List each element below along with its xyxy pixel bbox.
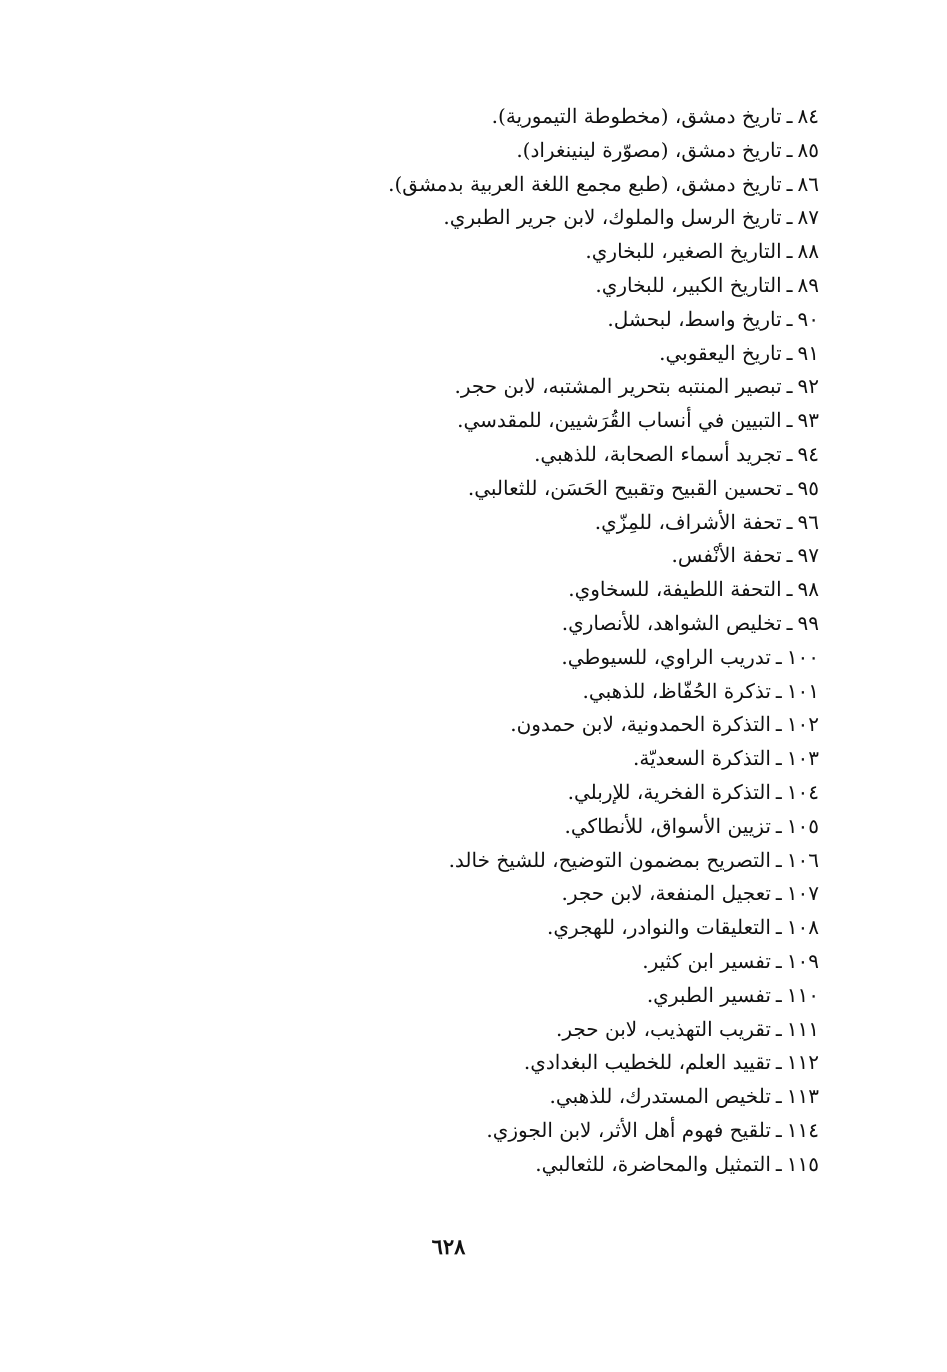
entry-title: التعليقات والنوادر، للهجري.	[547, 915, 771, 940]
entry-separator: ـ	[775, 1084, 782, 1109]
entry-separator: ـ	[775, 847, 782, 872]
entry-title: تحفة الأنْفس.	[671, 543, 782, 568]
entry-number: ١١٤	[786, 1117, 819, 1142]
entry-separator: ـ	[786, 475, 793, 500]
bibliography-entry	[199, 877, 819, 911]
entry-separator: ـ	[775, 746, 782, 771]
entry-title: تخليص الشواهد، للأنصاري.	[561, 610, 782, 635]
bibliography-entry	[199, 776, 819, 810]
bibliography-entry	[199, 1013, 819, 1047]
entry-separator: ـ	[786, 306, 793, 331]
entry-title: تاريخ واسط، لبحشل.	[607, 306, 782, 331]
bibliography-entry	[199, 370, 819, 404]
entry-number: ٨٩	[797, 272, 819, 297]
entry-number: ١١١	[786, 1016, 819, 1041]
entry-separator: ـ	[775, 1117, 782, 1142]
entry-separator: ـ	[775, 779, 782, 804]
bibliography-entry	[199, 742, 819, 776]
entry-separator: ـ	[786, 104, 793, 128]
entry-number: ١٠٠	[786, 644, 819, 669]
bibliography-entry	[199, 134, 819, 168]
entry-number: ١١٥	[786, 1151, 819, 1176]
entry-separator: ـ	[775, 948, 782, 973]
entry-number: ١٠٤	[786, 779, 819, 804]
bibliography-entry	[199, 1148, 819, 1182]
entry-number: ٩٥	[797, 475, 819, 500]
entry-title: تفسير الطبري.	[646, 982, 771, 1007]
entry-separator: ـ	[775, 982, 782, 1007]
entry-number: ١٠١	[786, 678, 819, 703]
entry-title: تلخيص المستدرك، للذهبي.	[549, 1084, 771, 1109]
bibliography-entry	[199, 641, 819, 675]
entry-title: تاريخ دمشق، (مصوّرة لينينغراد).	[516, 137, 782, 162]
entry-title: تاريخ دمشق، (مخطوطة التيمورية).	[491, 104, 782, 128]
bibliography-entry	[199, 404, 819, 438]
entry-separator: ـ	[786, 509, 793, 534]
entry-separator: ـ	[786, 171, 793, 196]
entry-title: تلقيح فهوم أهل الأثر، لابن الجوزي.	[486, 1117, 771, 1142]
page-number: ٦٢٨	[431, 1234, 466, 1259]
entry-number: ١٠٣	[786, 746, 819, 771]
entry-title: تزيين الأسواق، للأنطاكي.	[564, 813, 771, 838]
entry-separator: ـ	[786, 408, 793, 433]
entry-separator: ـ	[786, 205, 793, 230]
bibliography-entry	[199, 810, 819, 844]
entry-separator: ـ	[775, 881, 782, 906]
entry-title: تاريخ الرسل والملوك، لابن جرير الطبري.	[443, 205, 782, 230]
entry-number: ٩٦	[797, 509, 819, 534]
bibliography-list	[199, 100, 819, 1182]
entry-number: ١١٠	[786, 982, 819, 1007]
entry-title: التذكرة السعديّة.	[633, 746, 771, 771]
entry-separator: ـ	[775, 1016, 782, 1041]
entry-title: تعجيل المنفعة، لابن حجر.	[561, 881, 771, 906]
entry-title: تاريخ اليعقوبي.	[659, 340, 782, 365]
entry-number: ٩٧	[797, 543, 819, 568]
entry-title: التاريخ الصغير، للبخاري.	[585, 239, 782, 264]
entry-number: ٩٨	[797, 577, 819, 602]
bibliography-entry	[199, 911, 819, 945]
entry-title: تاريخ دمشق، (طبع مجمع اللغة العربية بدمشق).	[388, 171, 782, 196]
entry-title: تبصير المنتبه بتحرير المشتبه، لابن حجر.	[454, 374, 782, 399]
entry-number: ٨٦	[797, 171, 819, 196]
entry-title: تفسير ابن كثير.	[642, 948, 771, 973]
bibliography-entry	[199, 675, 819, 709]
bibliography-entry	[199, 539, 819, 573]
entry-separator: ـ	[775, 712, 782, 737]
entry-number: ١٠٦	[786, 847, 819, 872]
bibliography-entry	[199, 573, 819, 607]
bibliography-entry	[199, 100, 819, 134]
entry-separator: ـ	[786, 374, 793, 399]
bibliography-entry	[199, 1080, 819, 1114]
entry-separator: ـ	[775, 1151, 782, 1176]
bibliography-entry	[199, 337, 819, 371]
bibliography-entry	[199, 979, 819, 1013]
entry-title: تذكرة الحُفّاظ، للذهبي.	[582, 678, 771, 703]
entry-title: تحفة الأشراف، للمِزّي.	[594, 509, 782, 534]
entry-separator: ـ	[775, 644, 782, 669]
entry-title: التصريح بمضمون التوضيح، للشيخ خالد.	[448, 847, 771, 872]
bibliography-entry	[199, 235, 819, 269]
entry-separator: ـ	[786, 610, 793, 635]
entry-number: ٨٨	[797, 239, 819, 264]
entry-separator: ـ	[786, 272, 793, 297]
entry-number: ١٠٧	[786, 881, 819, 906]
entry-number: ١٠٥	[786, 813, 819, 838]
entry-number: ٩١	[797, 340, 819, 365]
entry-title: التاريخ الكبير، للبخاري.	[595, 272, 782, 297]
bibliography-entry	[199, 844, 819, 878]
entry-title: تجريد أسماء الصحابة، للذهبي.	[534, 441, 782, 466]
bibliography-entry	[199, 1046, 819, 1080]
entry-title: التمثيل والمحاضرة، للثعالبي.	[535, 1151, 771, 1176]
entry-number: ١٠٩	[786, 948, 819, 973]
bibliography-entry	[199, 303, 819, 337]
entry-number: ٨٥	[797, 137, 819, 162]
bibliography-entry	[199, 607, 819, 641]
entry-number: ٩٠	[797, 306, 819, 331]
bibliography-entry	[199, 269, 819, 303]
entry-number: ١٠٢	[786, 712, 819, 737]
entry-separator: ـ	[786, 239, 793, 264]
entry-title: تقييد العلم، للخطيب البغدادي.	[523, 1050, 771, 1075]
entry-number: ٩٩	[797, 610, 819, 635]
entry-separator: ـ	[775, 813, 782, 838]
entry-title: تقريب التهذيب، لابن حجر.	[555, 1016, 771, 1041]
bibliography-entry	[199, 945, 819, 979]
entry-title: تحسين القبيح وتقبيح الحَسَن، للثعالبي.	[467, 475, 782, 500]
entry-separator: ـ	[775, 915, 782, 940]
bibliography-entry	[199, 708, 819, 742]
entry-number: ٩٢	[797, 374, 819, 399]
bibliography-entry	[199, 1114, 819, 1148]
entry-separator: ـ	[786, 441, 793, 466]
entry-number: ٨٧	[797, 205, 819, 230]
entry-title: التذكرة الحمدونية، لابن حمدون.	[510, 712, 771, 737]
bibliography-entry	[199, 472, 819, 506]
entry-number: ٩٣	[797, 408, 819, 433]
entry-number: ٩٤	[797, 441, 819, 466]
entry-separator: ـ	[786, 137, 793, 162]
entry-separator: ـ	[775, 678, 782, 703]
bibliography-entry	[199, 168, 819, 202]
entry-separator: ـ	[786, 577, 793, 602]
bibliography-entry	[199, 506, 819, 540]
entry-number: ٨٤	[797, 104, 819, 128]
entry-separator: ـ	[775, 1050, 782, 1075]
entry-title: التحفة اللطيفة، للسخاوي.	[568, 577, 782, 602]
entry-number: ١١٣	[786, 1084, 819, 1109]
entry-separator: ـ	[786, 340, 793, 365]
bibliography-entry	[199, 438, 819, 472]
bibliography-entry	[199, 201, 819, 235]
entry-number: ١١٢	[786, 1050, 819, 1075]
entry-title: التبيين في أنساب القُرَشيين، للمقدسي.	[457, 408, 782, 433]
entry-separator: ـ	[786, 543, 793, 568]
entry-title: التذكرة الفخرية، للإربلي.	[567, 779, 771, 804]
entry-title: تدريب الراوي، للسيوطي.	[561, 644, 771, 669]
entry-number: ١٠٨	[786, 915, 819, 940]
